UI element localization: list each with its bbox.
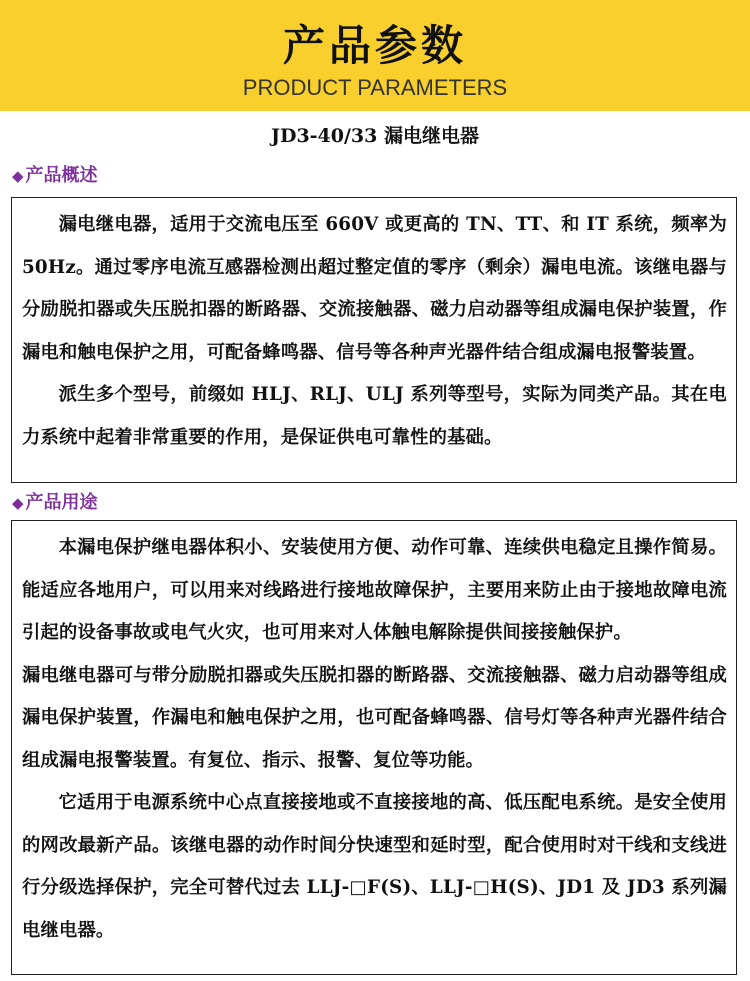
overview-heading (12, 163, 98, 189)
page-title: 产品参数 (282, 21, 467, 70)
overview-heading-text: 产品概述 (25, 165, 98, 186)
usage-paragraph: 它适用于电源系统中心点直接接地或不直接接地的高、低压配电系统。是安全使用的网改最新产品。该继电器的动作时间分快速型和延时型，配合使用时对干线和支线进行分级选择保护，完全可替代过去 LLJ-□F(S)、LLJ-□H(S)、JD1 及 JD3 系列漏电继电器。 (22, 792, 727, 941)
page-subtitle: PRODUCT PARAMETERS (242, 75, 508, 100)
diamond-bullet-icon: ◆ (12, 167, 24, 185)
overview-paragraph: 漏电继电器，适用于交流电压至 660V 或更高的 TN、TT、和 IT 系统，频率为 50Hz。通过零序电流互感器检测出超过整定值的零序（剩余）漏电电流。该继电器与分励脱扣器或失压脱扣器的断路器、交流接触器、磁力启动器等组成漏电保护装置，作漏电和触电保护之用，可配备蜂鸣器、信号等各种声光器件结合组成漏电报警装置。 (22, 214, 727, 363)
usage-heading-text: 产品用途 (25, 492, 98, 513)
usage-heading (12, 490, 98, 516)
usage-box (11, 520, 737, 975)
diamond-bullet-icon: ◆ (12, 494, 24, 512)
product-model-title: JD3-40/33 漏电继电器 (270, 125, 479, 147)
usage-paragraph: 漏电继电器可与带分励脱扣器或失压脱扣器的断路器、交流接触器、磁力启动器等组成漏电保护装置，作漏电和触电保护之用，也可配备蜂鸣器、信号灯等各种声光器件结合组成漏电报警装置。有复位、指示、报警、复位等功能。 (22, 664, 727, 771)
usage-paragraph: 本漏电保护继电器体积小、安装使用方便、动作可靠、连续供电稳定且操作简易。能适应各地用户，可以用来对线路进行接地故障保护，主要用来防止由于接地故障电流引起的设备事故或电气火灾，也可用来对人体触电解除提供间接接触保护。 (22, 537, 727, 643)
header-banner (0, 0, 750, 111)
overview-box (11, 197, 737, 483)
overview-paragraph: 派生多个型号，前缀如 HLJ、RLJ、ULJ 系列等型号，实际为同类产品。其在电力系统中起着非常重要的作用，是保证供电可靠性的基础。 (22, 384, 727, 448)
